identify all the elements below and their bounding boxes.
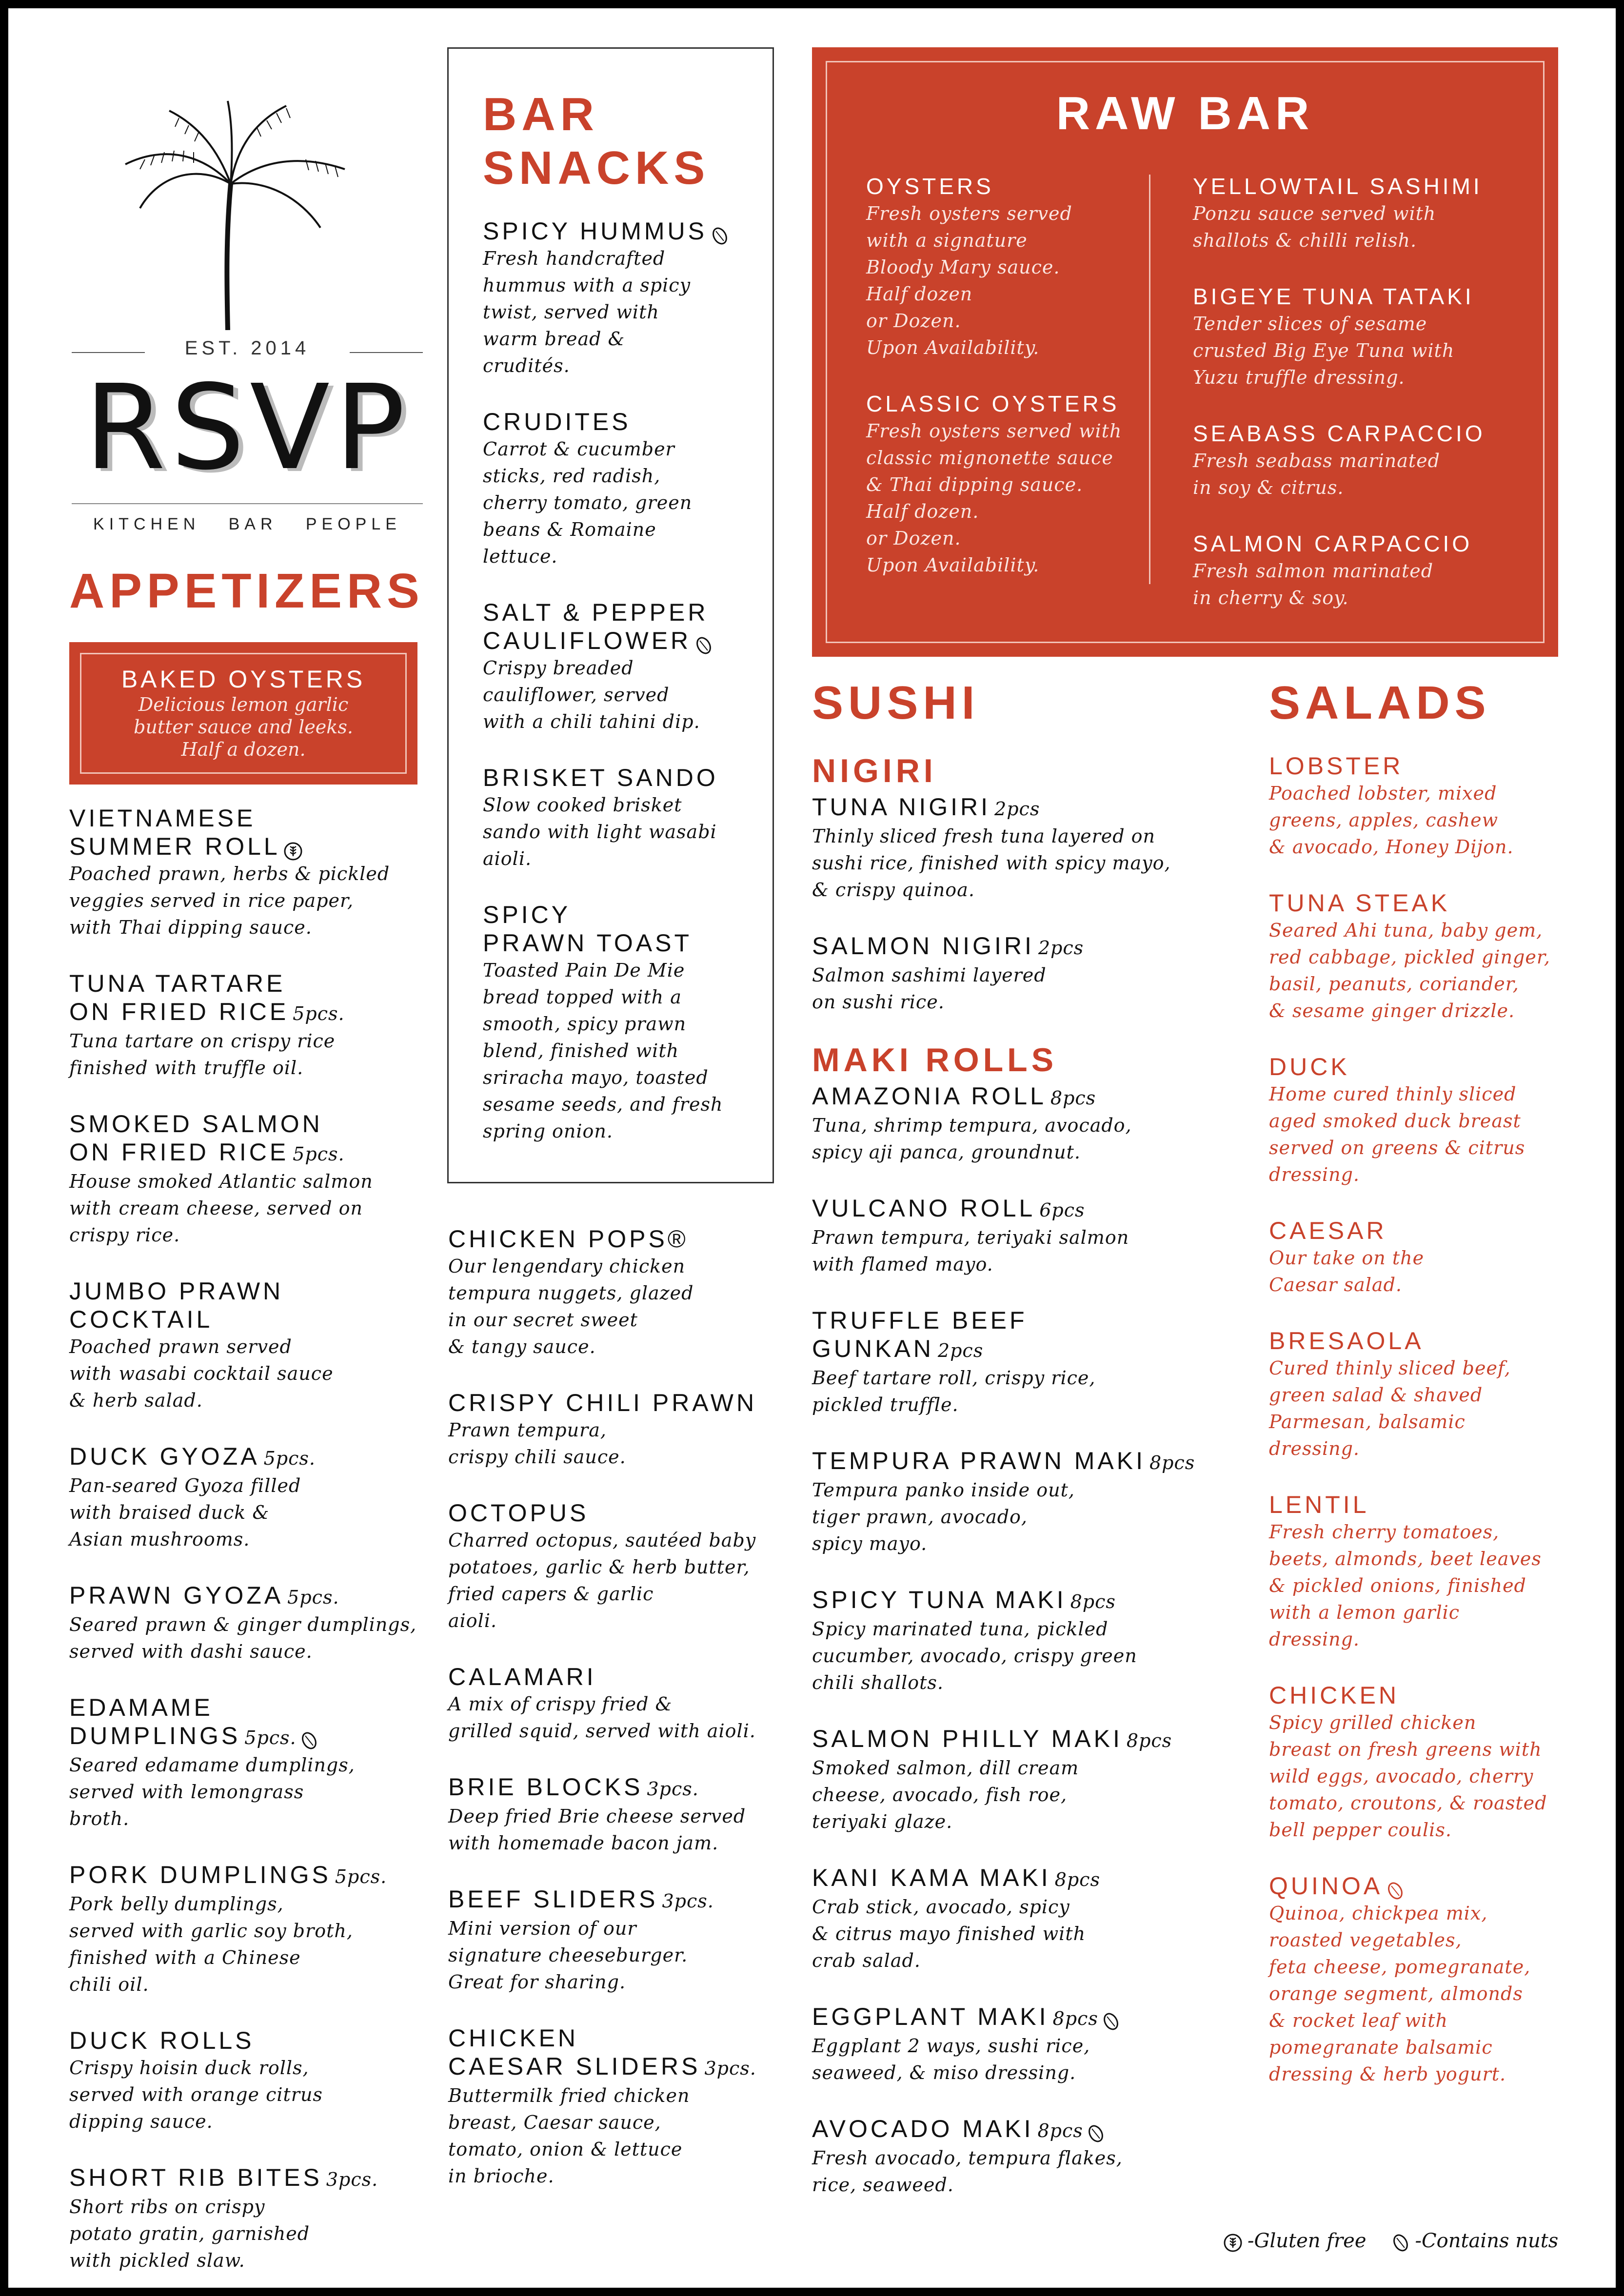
menu-item-name: LOBSTER — [1269, 752, 1404, 780]
maki-list — [812, 1082, 1251, 2198]
menu-item-description: Spicy grilled chicken breast on fresh greens with wild eggs, avocado, cherry tomato, croutons, & roasted bell pepper coulis. — [1269, 1712, 1547, 1841]
menu-item-quantity: 2pcs — [1038, 937, 1084, 959]
menu-item-name: CRUDITES — [483, 408, 631, 435]
menu-item-name: EDAMAME DUMPLINGS — [69, 1694, 241, 1749]
bar-snacks-title: BAR SNACKS — [483, 88, 710, 194]
menu-item-name-line — [812, 793, 1251, 823]
menu-item — [812, 1864, 1251, 1974]
menu-item — [1269, 752, 1601, 861]
menu-item-description: Fresh avocado, tempura flakes, rice, seaweed. — [812, 2147, 1123, 2196]
nut-icon — [1391, 2233, 1410, 2253]
menu-item-description: House smoked Atlantic salmon with cream cheese, served on crispy rice. — [69, 1171, 373, 1246]
gluten-free-icon — [283, 839, 303, 858]
menu-item — [483, 598, 772, 735]
menu-item-name: CRISPY CHILI PRAWN — [448, 1389, 757, 1416]
nut-icon — [710, 223, 730, 243]
feature-desc: Delicious lemon garlic butter sauce and leeks. Half a dozen. — [134, 694, 353, 760]
menu-item-name-line — [1193, 419, 1534, 448]
nut-icon — [694, 633, 713, 652]
menu-item-name-line — [1269, 889, 1601, 917]
menu-item-name: SALT & PEPPER CAULIFLOWER — [483, 599, 709, 654]
menu-item-quantity: 3pcs. — [326, 2169, 378, 2190]
menu-item-name-line — [483, 598, 772, 655]
menu-item-name-line — [866, 172, 1139, 200]
sushi-title: SUSHI — [812, 677, 980, 729]
menu-item-name-line — [812, 2115, 1251, 2145]
menu-item-quantity: 3pcs. — [647, 1778, 699, 1800]
menu-item-name: DUCK GYOZA — [69, 1443, 260, 1470]
menu-item-name: BRESAOLA — [1269, 1327, 1424, 1354]
menu-item-name-line — [69, 2163, 440, 2194]
menu-item-name: SEABASS CARPACCIO — [1193, 421, 1485, 446]
menu-item-quantity: 6pcs — [1039, 1199, 1085, 1221]
menu-item-name: DUCK — [1269, 1053, 1350, 1080]
menu-item-name-line — [483, 217, 772, 245]
menu-item-name: LENTIL — [1269, 1491, 1369, 1518]
menu-item-name-line — [1269, 1872, 1601, 1900]
nut-icon — [1101, 2009, 1121, 2028]
menu-item-name-line — [69, 1442, 440, 1472]
menu-item-quantity: 8pcs — [1050, 1087, 1096, 1109]
menu-item-name: KANI KAMA MAKI — [812, 1864, 1051, 1891]
menu-item — [1269, 1491, 1601, 1653]
nut-icon — [1386, 1878, 1405, 1898]
menu-item-name: OYSTERS — [866, 174, 994, 199]
hot-items-section — [448, 1225, 819, 2218]
menu-item-description: Crab stick, avocado, spicy & citrus mayo finished with crab salad. — [812, 1896, 1086, 1971]
menu-item-description: Cured thinly sliced beef, green salad & shaved Parmesan, balsamic dressing. — [1269, 1357, 1511, 1459]
nut-icon — [1086, 2121, 1106, 2140]
menu-item — [812, 2002, 1251, 2086]
menu-item-description: Quinoa, chickpea mix, roasted vegetables, feta cheese, pomegranate, orange segment, almonds & rocket leaf with pomegranate balsamic dressing & herb yogurt. — [1269, 1903, 1531, 2085]
menu-item — [812, 1725, 1251, 1835]
menu-item-quantity: 8pcs — [1149, 1452, 1195, 1473]
menu-item-description: Tender slices of sesame crusted Big Eye Tuna with Yuzu truffle dressing. — [1193, 313, 1455, 388]
menu-item — [448, 1499, 819, 1634]
salads-section — [1269, 676, 1601, 2116]
menu-item — [448, 1389, 819, 1471]
menu-item — [483, 217, 772, 379]
menu-item-name: PORK DUMPLINGS — [69, 1861, 331, 1888]
menu-item-name-line — [812, 1864, 1251, 1894]
menu-item — [69, 1110, 440, 1249]
menu-item — [1269, 1053, 1601, 1188]
menu-item — [1193, 282, 1534, 391]
menu-item-name-line — [69, 1861, 440, 1891]
menu-item-description: Thinly sliced fresh tuna layered on sushi rice, finished with spicy mayo, & crispy quinoa. — [812, 825, 1171, 901]
menu-item-description: Slow cooked brisket sando with light wasabi aioli. — [483, 794, 717, 869]
menu-page — [8, 8, 1616, 2288]
menu-item — [812, 1082, 1251, 1166]
menu-item-name-line — [448, 1389, 819, 1417]
salads-list — [1269, 752, 1601, 2088]
menu-item — [812, 1447, 1251, 1557]
menu-item-description: Fresh salmon marinated in cherry & soy. — [1193, 560, 1434, 608]
menu-item-name-line — [448, 1225, 819, 1253]
menu-item-description: Poached prawn, herbs & pickled veggies served in rice paper, with Thai dipping sauce. — [69, 863, 390, 938]
appetizers-list — [69, 804, 440, 2274]
menu-item — [1193, 530, 1534, 611]
menu-item-description: Short ribs on crispy potato gratin, garnished with pickled slaw. — [69, 2196, 310, 2271]
menu-item — [1269, 1327, 1601, 1462]
menu-item-description: Charred octopus, sautéed baby potatoes, garlic & herb butter, fried capers & garlic aioli. — [448, 1530, 756, 1631]
menu-item-description: Our lengendary chicken tempura nuggets, glazed in our secret sweet & tangy sauce. — [448, 1256, 694, 1357]
menu-item-name: SHORT RIB BITES — [69, 2164, 322, 2191]
menu-item-name-line — [866, 390, 1139, 418]
menu-item-quantity: 8pcs — [1037, 2120, 1083, 2141]
menu-item-description: Poached prawn served with wasabi cocktail sauce & herb salad. — [69, 1336, 334, 1411]
menu-item — [448, 1225, 819, 1360]
menu-item-quantity: 3pcs. — [704, 2058, 756, 2079]
menu-item — [1193, 419, 1534, 501]
menu-item-quantity: 8pcs — [1126, 1730, 1172, 1751]
menu-item — [448, 1885, 819, 1996]
menu-item-name: JUMBO PRAWN COCKTAIL — [69, 1277, 284, 1333]
menu-item-name-line — [812, 2002, 1251, 2033]
menu-item-description: Fresh oysters served with a signature Bloody Mary sauce. Half dozen or Dozen. Upon Availability. — [866, 203, 1072, 358]
menu-item-description: Crispy breaded cauliflower, served with a chili tahini dip. — [483, 657, 700, 732]
menu-item — [69, 804, 440, 941]
menu-item-name-line — [448, 1499, 819, 1527]
menu-item — [448, 1663, 819, 1745]
menu-item-description: Crispy hoisin duck rolls, served with orange citrus dipping sauce. — [69, 2057, 323, 2132]
menu-item-name-line — [1269, 1491, 1601, 1519]
sushi-section — [812, 676, 1251, 2227]
menu-item-name: TUNA TARTARE ON FRIED RICE — [69, 970, 289, 1025]
menu-item — [1269, 889, 1601, 1024]
menu-item-name-line — [483, 901, 772, 957]
menu-item-quantity: 5pcs. — [335, 1866, 387, 1887]
menu-item-name-line — [812, 1725, 1251, 1755]
menu-item-name-line — [1193, 530, 1534, 558]
menu-item-name-line — [812, 1306, 1251, 1365]
menu-item — [69, 1277, 440, 1414]
menu-item-description: Seared edamame dumplings, served with lemongrass broth. — [69, 1754, 355, 1829]
menu-item-description: Prawn tempura, teriyaki salmon with flamed mayo. — [812, 1227, 1129, 1275]
menu-item-name-line — [812, 932, 1251, 962]
menu-item-name-line — [69, 2026, 440, 2055]
menu-item-name: EGGPLANT MAKI — [812, 2003, 1049, 2030]
nigiri-list — [812, 793, 1251, 1016]
salads-title: SALADS — [1269, 677, 1491, 729]
menu-item-name-line — [69, 1110, 440, 1168]
menu-item-description: Smoked salmon, dill cream cheese, avocado, fish roe, teriyaki glaze. — [812, 1757, 1079, 1832]
menu-item-name: PRAWN GYOZA — [69, 1582, 284, 1609]
menu-item-name-line — [69, 1581, 440, 1611]
raw-bar-right-list — [1193, 172, 1534, 640]
menu-item-name: YELLOWTAIL SASHIMI — [1193, 174, 1483, 199]
menu-item-quantity: 2pcs — [937, 1340, 984, 1361]
menu-item-description: Fresh cherry tomatoes, beets, almonds, beet leaves & pickled onions, finished with a lemon garlic dressing. — [1269, 1521, 1542, 1650]
menu-item-description: Fresh seabass marinated in soy & citrus. — [1193, 450, 1440, 498]
menu-item-name: TEMPURA PRAWN MAKI — [812, 1447, 1146, 1474]
menu-item-quantity: 8pcs — [1054, 1869, 1100, 1890]
menu-item-description: Mini version of our signature cheeseburger. Great for sharing. — [448, 1918, 688, 1993]
appetizers-title: APPETIZERS — [69, 564, 424, 618]
nigiri-title: NIGIRI — [812, 752, 937, 789]
hot-items-list — [448, 1225, 819, 2190]
menu-item-description: Seared prawn & ginger dumplings, served with dashi sauce. — [69, 1614, 417, 1662]
menu-item-name: CHICKEN POPS® — [448, 1225, 689, 1253]
menu-item-description: Eggplant 2 ways, sushi rice, seaweed, & miso dressing. — [812, 2035, 1090, 2083]
menu-item-name: SALMON CARPACCIO — [1193, 531, 1473, 556]
menu-item — [69, 2026, 440, 2135]
menu-item-name: TRUFFLE BEEF GUNKAN — [812, 1307, 1028, 1362]
menu-item-name-line — [1193, 172, 1534, 200]
menu-item-name: CHICKEN CAESAR SLIDERS — [448, 2024, 701, 2080]
menu-item-name: BIGEYE TUNA TATAKI — [1193, 284, 1474, 309]
menu-item-name-line — [448, 1885, 819, 1915]
menu-item — [812, 1194, 1251, 1278]
menu-item — [483, 408, 772, 570]
menu-item-name-line — [69, 1277, 440, 1334]
palm-tree-icon — [72, 81, 423, 330]
menu-item-name: AMAZONIA ROLL — [812, 1082, 1047, 1110]
menu-item — [69, 1442, 440, 1553]
menu-item-description: Deep fried Brie cheese served with homemade bacon jam. — [448, 1805, 746, 1854]
raw-bar-left-list — [866, 172, 1139, 607]
menu-item-description: Fresh oysters served with classic mignonette sauce & Thai dipping sauce. Half dozen. or Dozen. Upon Availability. — [866, 420, 1122, 576]
menu-item-quantity: 5pcs. — [287, 1587, 339, 1608]
menu-item — [483, 764, 772, 872]
menu-item-description: Tuna tartare on crispy rice finished with truffle oil. — [69, 1030, 336, 1079]
menu-item-name-line — [69, 804, 440, 861]
menu-item — [69, 1581, 440, 1665]
contains-nuts-label: -Contains nuts — [1415, 2230, 1559, 2252]
dietary-legend — [1220, 2229, 1601, 2253]
menu-item-description: Buttermilk fried chicken breast, Caesar sauce, tomato, onion & lettuce in brioche. — [448, 2085, 690, 2187]
menu-item-name: DUCK ROLLS — [69, 2027, 255, 2054]
gluten-free-label: -Gluten free — [1248, 2230, 1367, 2252]
menu-item-name: CHICKEN — [1269, 1682, 1400, 1709]
menu-item-description: Beef tartare roll, crispy rice, pickled truffle. — [812, 1367, 1096, 1415]
menu-item-description: Pork belly dumplings, served with garlic soy broth, finished with a Chinese chili oil. — [69, 1893, 353, 1995]
menu-item-name-line — [1269, 752, 1601, 780]
raw-bar-title: RAW BAR — [1056, 87, 1314, 139]
menu-item-name-line — [448, 1663, 819, 1691]
menu-item-name-line — [812, 1194, 1251, 1224]
menu-item-name: SALMON NIGIRI — [812, 932, 1034, 960]
menu-item-description: Our take on the Caesar salad. — [1269, 1247, 1425, 1295]
menu-item-description: Toasted Pain De Mie bread topped with a smooth, spicy prawn blend, finished with sriracha mayo, toasted sesame seeds, and fresh spring onion. — [483, 960, 723, 1142]
menu-item-name-line — [448, 2024, 819, 2082]
menu-item-name-line — [1269, 1327, 1601, 1355]
menu-item-quantity: 5pcs. — [293, 1003, 345, 1024]
menu-item-quantity: 8pcs — [1052, 2008, 1098, 2029]
menu-item — [1269, 1217, 1601, 1298]
baked-oysters-feature — [69, 642, 417, 785]
menu-item-name-line — [69, 969, 440, 1028]
menu-item-description: Tempura panko inside out, tiger prawn, avocado, spicy mayo. — [812, 1479, 1075, 1554]
menu-item — [812, 1586, 1251, 1696]
feature-name: BAKED OYSTERS — [121, 666, 366, 693]
menu-item-name-line — [1269, 1217, 1601, 1245]
menu-item — [812, 932, 1251, 1016]
menu-item-quantity: 8pcs — [1070, 1591, 1116, 1612]
menu-item — [483, 901, 772, 1145]
menu-item-description: Poached lobster, mixed greens, apples, cashew & avocado, Honey Dijon. — [1269, 783, 1514, 858]
menu-item-description: Spicy marinated tuna, pickled cucumber, avocado, crispy green chili shallots. — [812, 1618, 1137, 1693]
brand-logo: RSVP — [84, 359, 410, 496]
bar-snacks-box — [447, 47, 774, 1183]
menu-item — [1269, 1872, 1601, 2088]
menu-item-description: Fresh handcrafted hummus with a spicy twist, served with warm bread & crudités. — [483, 248, 691, 376]
menu-item — [866, 390, 1139, 579]
menu-item-name: OCTOPUS — [448, 1499, 589, 1527]
menu-item-quantity: 5pcs. — [263, 1448, 316, 1469]
menu-item-name: CAESAR — [1269, 1217, 1387, 1244]
menu-item-name: AVOCADO MAKI — [812, 2115, 1034, 2142]
menu-item-name: TUNA STEAK — [1269, 889, 1450, 917]
menu-item-name: BEEF SLIDERS — [448, 1885, 658, 1913]
menu-item — [1269, 1681, 1601, 1844]
menu-item-quantity: 2pcs — [994, 798, 1040, 820]
menu-item-quantity: 3pcs. — [662, 1890, 714, 1912]
menu-item-name-line — [69, 1693, 440, 1752]
menu-item-name-line — [812, 1082, 1251, 1112]
menu-item-description: Seared Ahi tuna, baby gem, red cabbage, pickled ginger, basil, peanuts, coriander, & sesame ginger drizzle. — [1269, 920, 1550, 1021]
menu-item — [69, 2163, 440, 2274]
menu-item-name: CALAMARI — [448, 1663, 596, 1690]
menu-item-name-line — [812, 1447, 1251, 1477]
menu-item-description: Tuna, shrimp tempura, avocado, spicy aji panca, groundnut. — [812, 1115, 1132, 1163]
menu-item-name-line — [1269, 1053, 1601, 1081]
menu-item — [812, 1306, 1251, 1418]
appetizers-section — [69, 564, 440, 2288]
menu-item-quantity: 5pcs. — [293, 1143, 345, 1165]
established-label: EST. 2014 — [184, 337, 310, 359]
menu-item-name: QUINOA — [1269, 1872, 1383, 1900]
nut-icon — [299, 1728, 319, 1747]
menu-item — [448, 2024, 819, 2190]
menu-item-name: VULCANO ROLL — [812, 1195, 1036, 1222]
menu-item-name-line — [1269, 1681, 1601, 1709]
menu-item-name-line — [448, 1773, 819, 1803]
menu-item-name-line — [483, 408, 772, 436]
menu-item-description: Carrot & cucumber sticks, red radish, cherry tomato, green beans & Romaine lettuce. — [483, 438, 693, 567]
menu-item-description: Home cured thinly sliced aged smoked duck breast served on greens & citrus dressing. — [1269, 1083, 1525, 1185]
bar-snacks-list — [483, 217, 772, 1145]
menu-item — [812, 2115, 1251, 2198]
menu-item — [812, 793, 1251, 903]
gluten-free-icon — [1223, 2233, 1243, 2253]
menu-item — [69, 969, 440, 1081]
menu-item-name: SPICY TUNA MAKI — [812, 1586, 1067, 1613]
menu-item-name-line — [1193, 282, 1534, 311]
menu-item-name: SALMON PHILLY MAKI — [812, 1725, 1123, 1752]
menu-item-quantity: 5pcs. — [244, 1727, 297, 1748]
raw-bar-panel — [812, 47, 1558, 657]
menu-item — [69, 1861, 440, 1998]
maki-title: MAKI ROLLS — [812, 1041, 1058, 1079]
menu-item-name: VIETNAMESE SUMMER ROLL — [69, 805, 280, 860]
menu-item-name: BRISKET SANDO — [483, 764, 718, 791]
menu-item — [1193, 172, 1534, 254]
menu-item-name: BRIE BLOCKS — [448, 1773, 643, 1801]
menu-item — [448, 1773, 819, 1857]
menu-item-name-line — [483, 764, 772, 792]
menu-item-description: A mix of crispy fried & grilled squid, served with aioli. — [448, 1693, 756, 1742]
brand-block — [72, 81, 423, 534]
menu-item-name-line — [812, 1586, 1251, 1616]
menu-item-name: SMOKED SALMON ON FRIED RICE — [69, 1110, 323, 1166]
menu-item-name: TUNA NIGIRI — [812, 793, 991, 821]
menu-item — [69, 1693, 440, 1832]
menu-item — [866, 172, 1139, 361]
menu-item-name: CLASSIC OYSTERS — [866, 391, 1120, 416]
brand-tagline: KITCHEN BAR PEOPLE — [93, 515, 401, 533]
menu-item-name: SPICY PRAWN TOAST — [483, 901, 693, 957]
menu-item-description: Ponzu sauce served with shallots & chilli relish. — [1193, 203, 1436, 251]
menu-item-description: Pan-seared Gyoza filled with braised duck & Asian mushrooms. — [69, 1475, 301, 1550]
menu-item-name: SPICY HUMMUS — [483, 217, 708, 245]
menu-item-description: Prawn tempura, crispy chili sauce. — [448, 1419, 626, 1468]
menu-item-description: Salmon sashimi layered on sushi rice. — [812, 964, 1047, 1013]
